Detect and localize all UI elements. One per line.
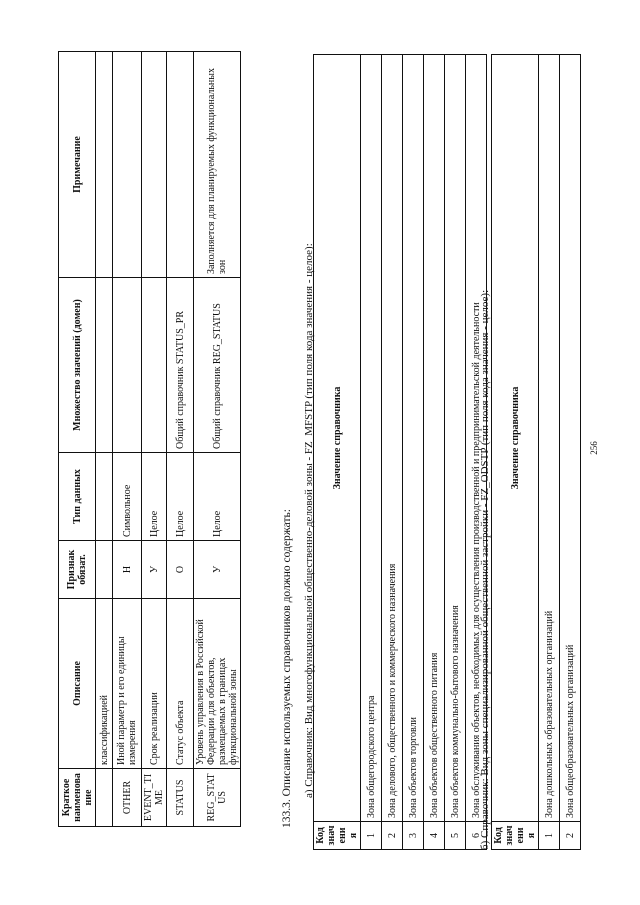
cell-description: классификацией <box>96 599 113 769</box>
reference-a-header <box>314 55 361 850</box>
cell-required: У <box>194 541 241 599</box>
reference-b-header <box>492 55 539 850</box>
cell-domain <box>113 278 142 453</box>
reference-b-table <box>491 54 581 850</box>
cell-description: Иной параметр и его единицы измерения <box>113 599 142 769</box>
cell-type: Целое <box>167 453 194 541</box>
table-row <box>194 52 241 827</box>
table-row <box>361 55 382 850</box>
cell-description: Срок реализации <box>142 599 167 769</box>
table-row <box>96 52 113 827</box>
header-value: Значение справочника <box>492 55 539 822</box>
section-heading: 133.3. Описание используемых справочников должно содержать: <box>281 509 293 828</box>
header-code: Код значения <box>314 822 361 850</box>
cell-type: Целое <box>142 453 167 541</box>
cell-domain <box>142 278 167 453</box>
cell-note <box>113 52 142 278</box>
table-row <box>560 55 581 850</box>
table-row <box>167 52 194 827</box>
cell-type <box>96 453 113 541</box>
cell-type: Символьное <box>113 453 142 541</box>
cell-value: Зона объектов коммунально-бытового назначения <box>445 55 466 822</box>
header-short-name: Краткое наименование <box>59 769 96 827</box>
table-row <box>403 55 424 850</box>
cell-code: 1 <box>539 822 560 850</box>
table-row <box>424 55 445 850</box>
cell-value: Зона общеобразовательных организаций <box>560 55 581 822</box>
table-row <box>142 52 167 827</box>
cell-required: О <box>167 541 194 599</box>
cell-note <box>142 52 167 278</box>
cell-code: 3 <box>403 822 424 850</box>
cell-domain: Общий справочник STATUS_PR <box>167 278 194 453</box>
page-number: 256 <box>589 441 599 455</box>
cell-description: Статус объекта <box>167 599 194 769</box>
cell-code: 1 <box>361 822 382 850</box>
cell-value: Зона дошкольных образовательных организаций <box>539 55 560 822</box>
cell-note <box>96 52 113 278</box>
cell-required: Н <box>113 541 142 599</box>
cell-name: STATUS <box>167 769 194 827</box>
header-note: Примечание <box>59 52 96 278</box>
cell-value: Зона делового, общественного и коммерческого назначения <box>382 55 403 822</box>
cell-type: Целое <box>194 453 241 541</box>
reference-a-table <box>313 54 487 850</box>
header-domain: Множество значений (домен) <box>59 278 96 453</box>
cell-code: 4 <box>424 822 445 850</box>
table-row <box>445 55 466 850</box>
cell-value: Зона объектов общественного питания <box>424 55 445 822</box>
cell-value: Зона общегородского центра <box>361 55 382 822</box>
header-description: Описание <box>59 599 96 769</box>
header-data-type: Тип данных <box>59 453 96 541</box>
cell-name: EVENT_TIME <box>142 769 167 827</box>
cell-name: OTHER <box>113 769 142 827</box>
attribute-table-header <box>59 52 96 827</box>
table-row <box>382 55 403 850</box>
reference-b-caption: б) Справочник: Вид зоны специализированной общественной застройки - FZ_ODSTP (тип поля кода значения - целое): <box>479 289 491 850</box>
cell-value: Зона объектов торговли <box>403 55 424 822</box>
cell-note <box>167 52 194 278</box>
reference-a-caption: а) Справочник: Вид многофункциональной общественно-деловой зоны - FZ_MFSTP (тип поля кода значения - целое): <box>303 243 315 798</box>
header-required: Признак обязат. <box>59 541 96 599</box>
cell-description: Уровень управления в Российской Федерации для объектов, размещаемых в границах функциональной зоны <box>194 599 241 769</box>
cell-code: 5 <box>445 822 466 850</box>
cell-code: 6 <box>466 822 487 850</box>
table-row <box>539 55 560 850</box>
header-code: Код значения <box>492 822 539 850</box>
cell-domain: Общий справочник REG_STATUS <box>194 278 241 453</box>
header-value: Значение справочника <box>314 55 361 822</box>
cell-required: У <box>142 541 167 599</box>
table-row <box>113 52 142 827</box>
cell-domain <box>96 278 113 453</box>
cell-name <box>96 769 113 827</box>
cell-required <box>96 541 113 599</box>
cell-value: Зона обслуживания объектов, необходимых для осуществления производственной и предпринимательской деятельности <box>466 55 487 822</box>
cell-code: 2 <box>382 822 403 850</box>
cell-code: 2 <box>560 822 581 850</box>
cell-note: Заполняется для планируемых функциональных зон <box>194 52 241 278</box>
attribute-table <box>58 51 241 827</box>
cell-name: REG_STATUS <box>194 769 241 827</box>
